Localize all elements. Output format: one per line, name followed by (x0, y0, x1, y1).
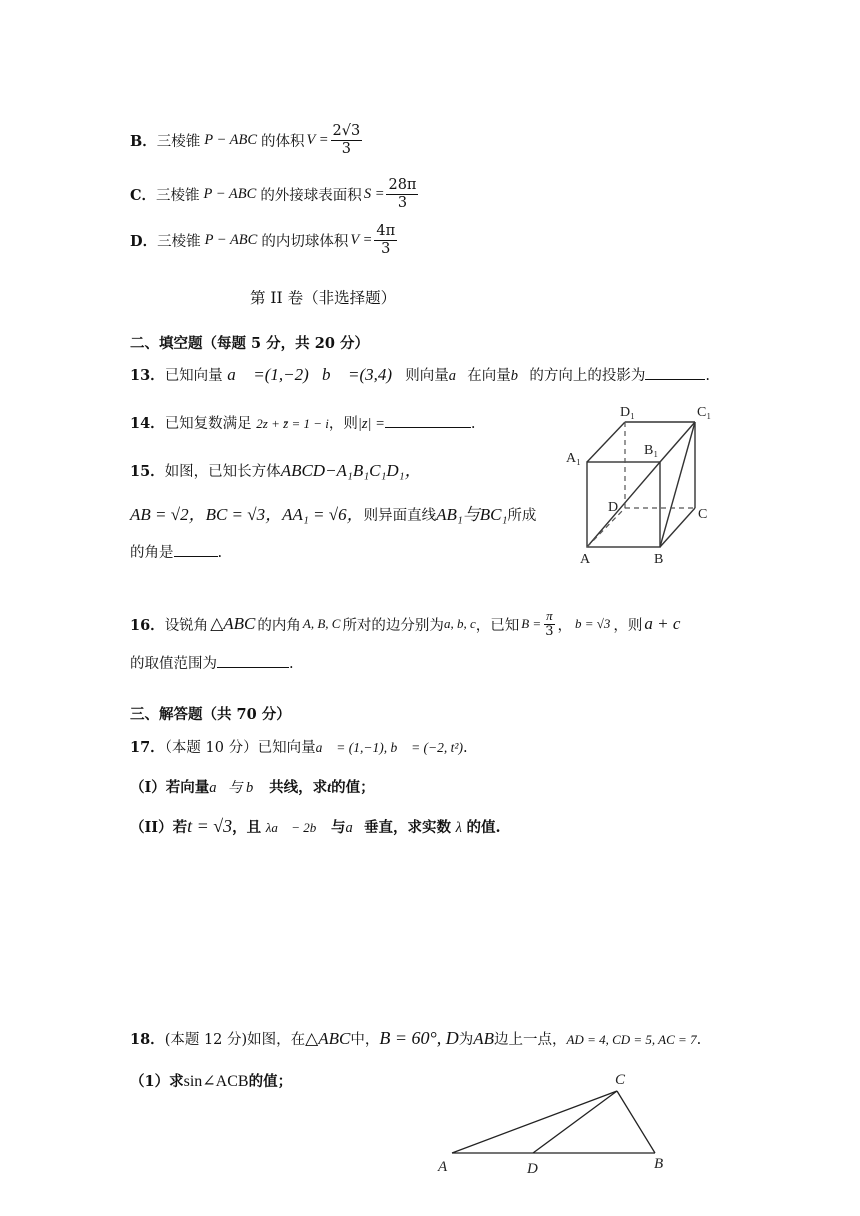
q13-text-2: 则向量 (405, 368, 449, 384)
option-c-lhs: S = (363, 185, 385, 202)
q18-text-3: 边上一点， (493, 1032, 567, 1048)
q17-p2-text-5: 的值. (466, 819, 501, 836)
q14-end: . (470, 416, 476, 432)
option-d-den: 3 (381, 240, 391, 257)
q17-p2-text-2: ，且 (232, 819, 262, 836)
q16-text-1: 设锐角 (164, 617, 209, 634)
q18-p1-text: 的值； (248, 1073, 293, 1090)
q13-answer-blank[interactable] (645, 365, 705, 381)
q18-number: 18． (130, 1031, 165, 1048)
q17-number: 17． (130, 739, 165, 756)
question-17-part-1 (130, 776, 375, 797)
option-c-text: 三棱锥 (156, 187, 200, 204)
option-d-fraction (374, 223, 397, 257)
q16-answer-blank[interactable] (217, 653, 289, 669)
q15-text-1: 如图，已知长方体 (164, 464, 281, 480)
q16-b-den: 3 (545, 623, 554, 639)
option-b-fraction (331, 123, 363, 157)
q13-vector-b: b⃗ =(3,4)， (322, 365, 406, 384)
q15-number: 15． (130, 463, 165, 480)
q16-text-2: 的内角 (257, 617, 301, 634)
question-15-line-3 (130, 541, 222, 562)
question-14 (130, 412, 476, 433)
q18-condition: B = 60°, D (379, 1028, 459, 1048)
triangle-label-d: D (527, 1161, 538, 1177)
option-c-den: 3 (397, 194, 408, 211)
q18-text-2: 为 (458, 1032, 474, 1048)
q17-p2-lambda: λ (455, 820, 462, 836)
q17-score: （本题 10 分）已知向量 (164, 740, 316, 756)
q18-text-1: 中， (350, 1032, 380, 1048)
q17-p1-var: t (327, 780, 332, 796)
q14-text-2: ，则 (328, 416, 358, 432)
q15-end: . (217, 545, 223, 561)
q16-text-3: 所对的边分别为 (342, 617, 444, 634)
option-c-expr: P − ABC (203, 185, 257, 202)
option-b (130, 118, 364, 162)
q17-p2-text-4: 垂直，求实数 (364, 819, 451, 836)
cuboid-label-b1: B₁ (644, 443, 659, 458)
q16-triangle: △ABC (210, 614, 256, 633)
q17-p1-text-1: 若向量 (165, 779, 210, 796)
q18-p1-expr: sin∠ACB (183, 1073, 249, 1090)
q17-vectors: a⃗ = (1,−1), b⃗ = (−2, t²) (315, 740, 463, 755)
q17-p1-vectors: a⃗与 b⃗ (209, 780, 265, 796)
q14-equation: 2z + z̄ = 1 − i (256, 416, 329, 431)
q16-angles: A, B, C (302, 616, 341, 631)
q16-text-6: ，则 (613, 617, 643, 634)
triangle-figure (430, 1064, 680, 1184)
q13-number: 13． (130, 367, 165, 384)
cuboid-line-ab1 (587, 462, 660, 547)
triangle-label-b: B (654, 1156, 664, 1172)
option-b-label: B． (130, 132, 157, 150)
triangle-label-c: C (615, 1072, 626, 1088)
option-d-text: 三棱锥 (157, 233, 201, 250)
cuboid-label-b: B (654, 552, 664, 567)
q16-sides: a, b, c (443, 616, 476, 631)
q16-b-fraction (543, 609, 555, 640)
q13-b: b⃗ (510, 368, 530, 384)
answer-heading: 三、解答题（共 70 分） (130, 706, 291, 723)
q16-b-value: b = √3 (574, 616, 611, 631)
q16-b-num: π (546, 607, 553, 623)
q16-b-lhs: B = (521, 616, 542, 631)
q17-p2-label: （II） (130, 819, 173, 836)
q14-number: 14． (130, 415, 165, 432)
triangle-side-bc (617, 1091, 655, 1153)
option-d (130, 220, 399, 260)
option-b-mid: 的体积 (261, 133, 305, 150)
cuboid-edge-a1d1 (587, 422, 625, 462)
option-c (130, 174, 420, 214)
q18-score: (本题 12 分)如图，在 (164, 1032, 306, 1048)
q17-p2-text-3: 与 (330, 819, 346, 836)
question-18-part-1 (130, 1070, 292, 1091)
question-15-line-1 (130, 456, 422, 481)
q16-text-5: ， (557, 617, 572, 634)
option-d-label: D． (130, 232, 158, 250)
q13-text-1: 已知向量 (164, 368, 223, 384)
q16-text-7: 的取值范围为 (130, 656, 217, 672)
option-b-den: 3 (341, 140, 352, 157)
cuboid-figure (560, 398, 730, 568)
cuboid-label-a1: A₁ (566, 451, 581, 466)
section-2-title: 第 II 卷（非选择题） (250, 289, 397, 307)
q17-p1-text-2: 共线，求 (269, 779, 328, 796)
q13-a: a⃗ (448, 368, 468, 384)
q14-abs: |z| = (357, 416, 385, 432)
q16-sum: a + c (644, 614, 681, 633)
option-c-label: C． (130, 186, 157, 204)
q17-p1-label: （I） (130, 779, 166, 796)
option-c-num: 28π (388, 176, 417, 193)
option-d-num: 4π (376, 222, 396, 239)
q15-text-3: 所成 (507, 508, 537, 524)
q17-p2-expr: λa⃗ − 2b⃗ (265, 820, 327, 835)
q18-end: . (696, 1032, 702, 1048)
q15-box: ABCD−A₁B₁C₁D₁， (280, 461, 422, 480)
q15-text-2: 则异面直线 (363, 508, 437, 524)
cuboid-label-c1: C₁ (697, 405, 712, 420)
option-b-text: 三棱锥 (156, 133, 201, 150)
q13-vector-a: a⃗ =(1,−2)， (227, 365, 323, 384)
q16-text-4: ，已知 (475, 617, 520, 634)
q14-text-1: 已知复数满足 (164, 416, 252, 432)
q17-p2-eq: t = √3 (187, 816, 233, 836)
q17-p2-text-1: 若 (172, 819, 188, 836)
q17-end: . (462, 740, 468, 756)
q16-end: . (289, 656, 294, 672)
option-d-expr: P − ABC (204, 231, 258, 248)
option-b-lhs: V = (306, 131, 329, 148)
option-c-fraction (386, 177, 418, 211)
q15-lines: AB₁与BC₁ (436, 505, 508, 524)
triangle-side-ac (452, 1091, 617, 1153)
triangle-label-a: A (438, 1159, 448, 1175)
q16-number: 16． (130, 616, 165, 634)
fill-in-heading: 二、填空题（每题 5 分，共 20 分） (130, 335, 369, 352)
question-13 (130, 364, 710, 385)
question-16-line-1 (130, 604, 680, 644)
question-16-line-2 (130, 652, 294, 673)
cuboid-label-d1: D₁ (620, 405, 635, 420)
option-d-lhs: V = (350, 231, 373, 248)
question-18 (130, 1028, 701, 1049)
cuboid-label-c: C (698, 507, 708, 522)
q18-ab: AB (473, 1029, 494, 1048)
cuboid-label-a: A (580, 552, 591, 567)
q18-p1-label: （1）求 (130, 1073, 184, 1090)
question-17-part-2 (130, 816, 501, 837)
q13-text-4: 的方向上的投影为 (529, 368, 646, 384)
q15-conditions: AB = √2，BC = √3，AA₁ = √6， (130, 505, 364, 524)
q13-end: . (705, 368, 710, 384)
q17-p1-text-3: 的值； (331, 779, 375, 796)
q17-p2-a: a⃗ (345, 820, 364, 836)
q18-values: AD = 4, CD = 5, AC = 7 (566, 1032, 697, 1047)
option-d-mid: 的内切球体积 (261, 233, 349, 250)
option-b-expr: P − ABC (204, 131, 258, 148)
cuboid-label-d: D (608, 500, 619, 515)
triangle-segment-cd (533, 1091, 617, 1153)
question-17 (130, 736, 468, 757)
q14-answer-blank[interactable] (385, 413, 471, 429)
option-c-mid: 的外接球表面积 (260, 187, 362, 204)
q13-text-3: 在向量 (467, 368, 511, 384)
q18-triangle: △ABC (305, 1029, 351, 1048)
q15-text-4: 的角是 (130, 545, 174, 561)
q15-answer-blank[interactable] (174, 542, 218, 558)
question-15-line-2 (130, 500, 536, 525)
option-b-num: 2√3 (332, 122, 361, 139)
